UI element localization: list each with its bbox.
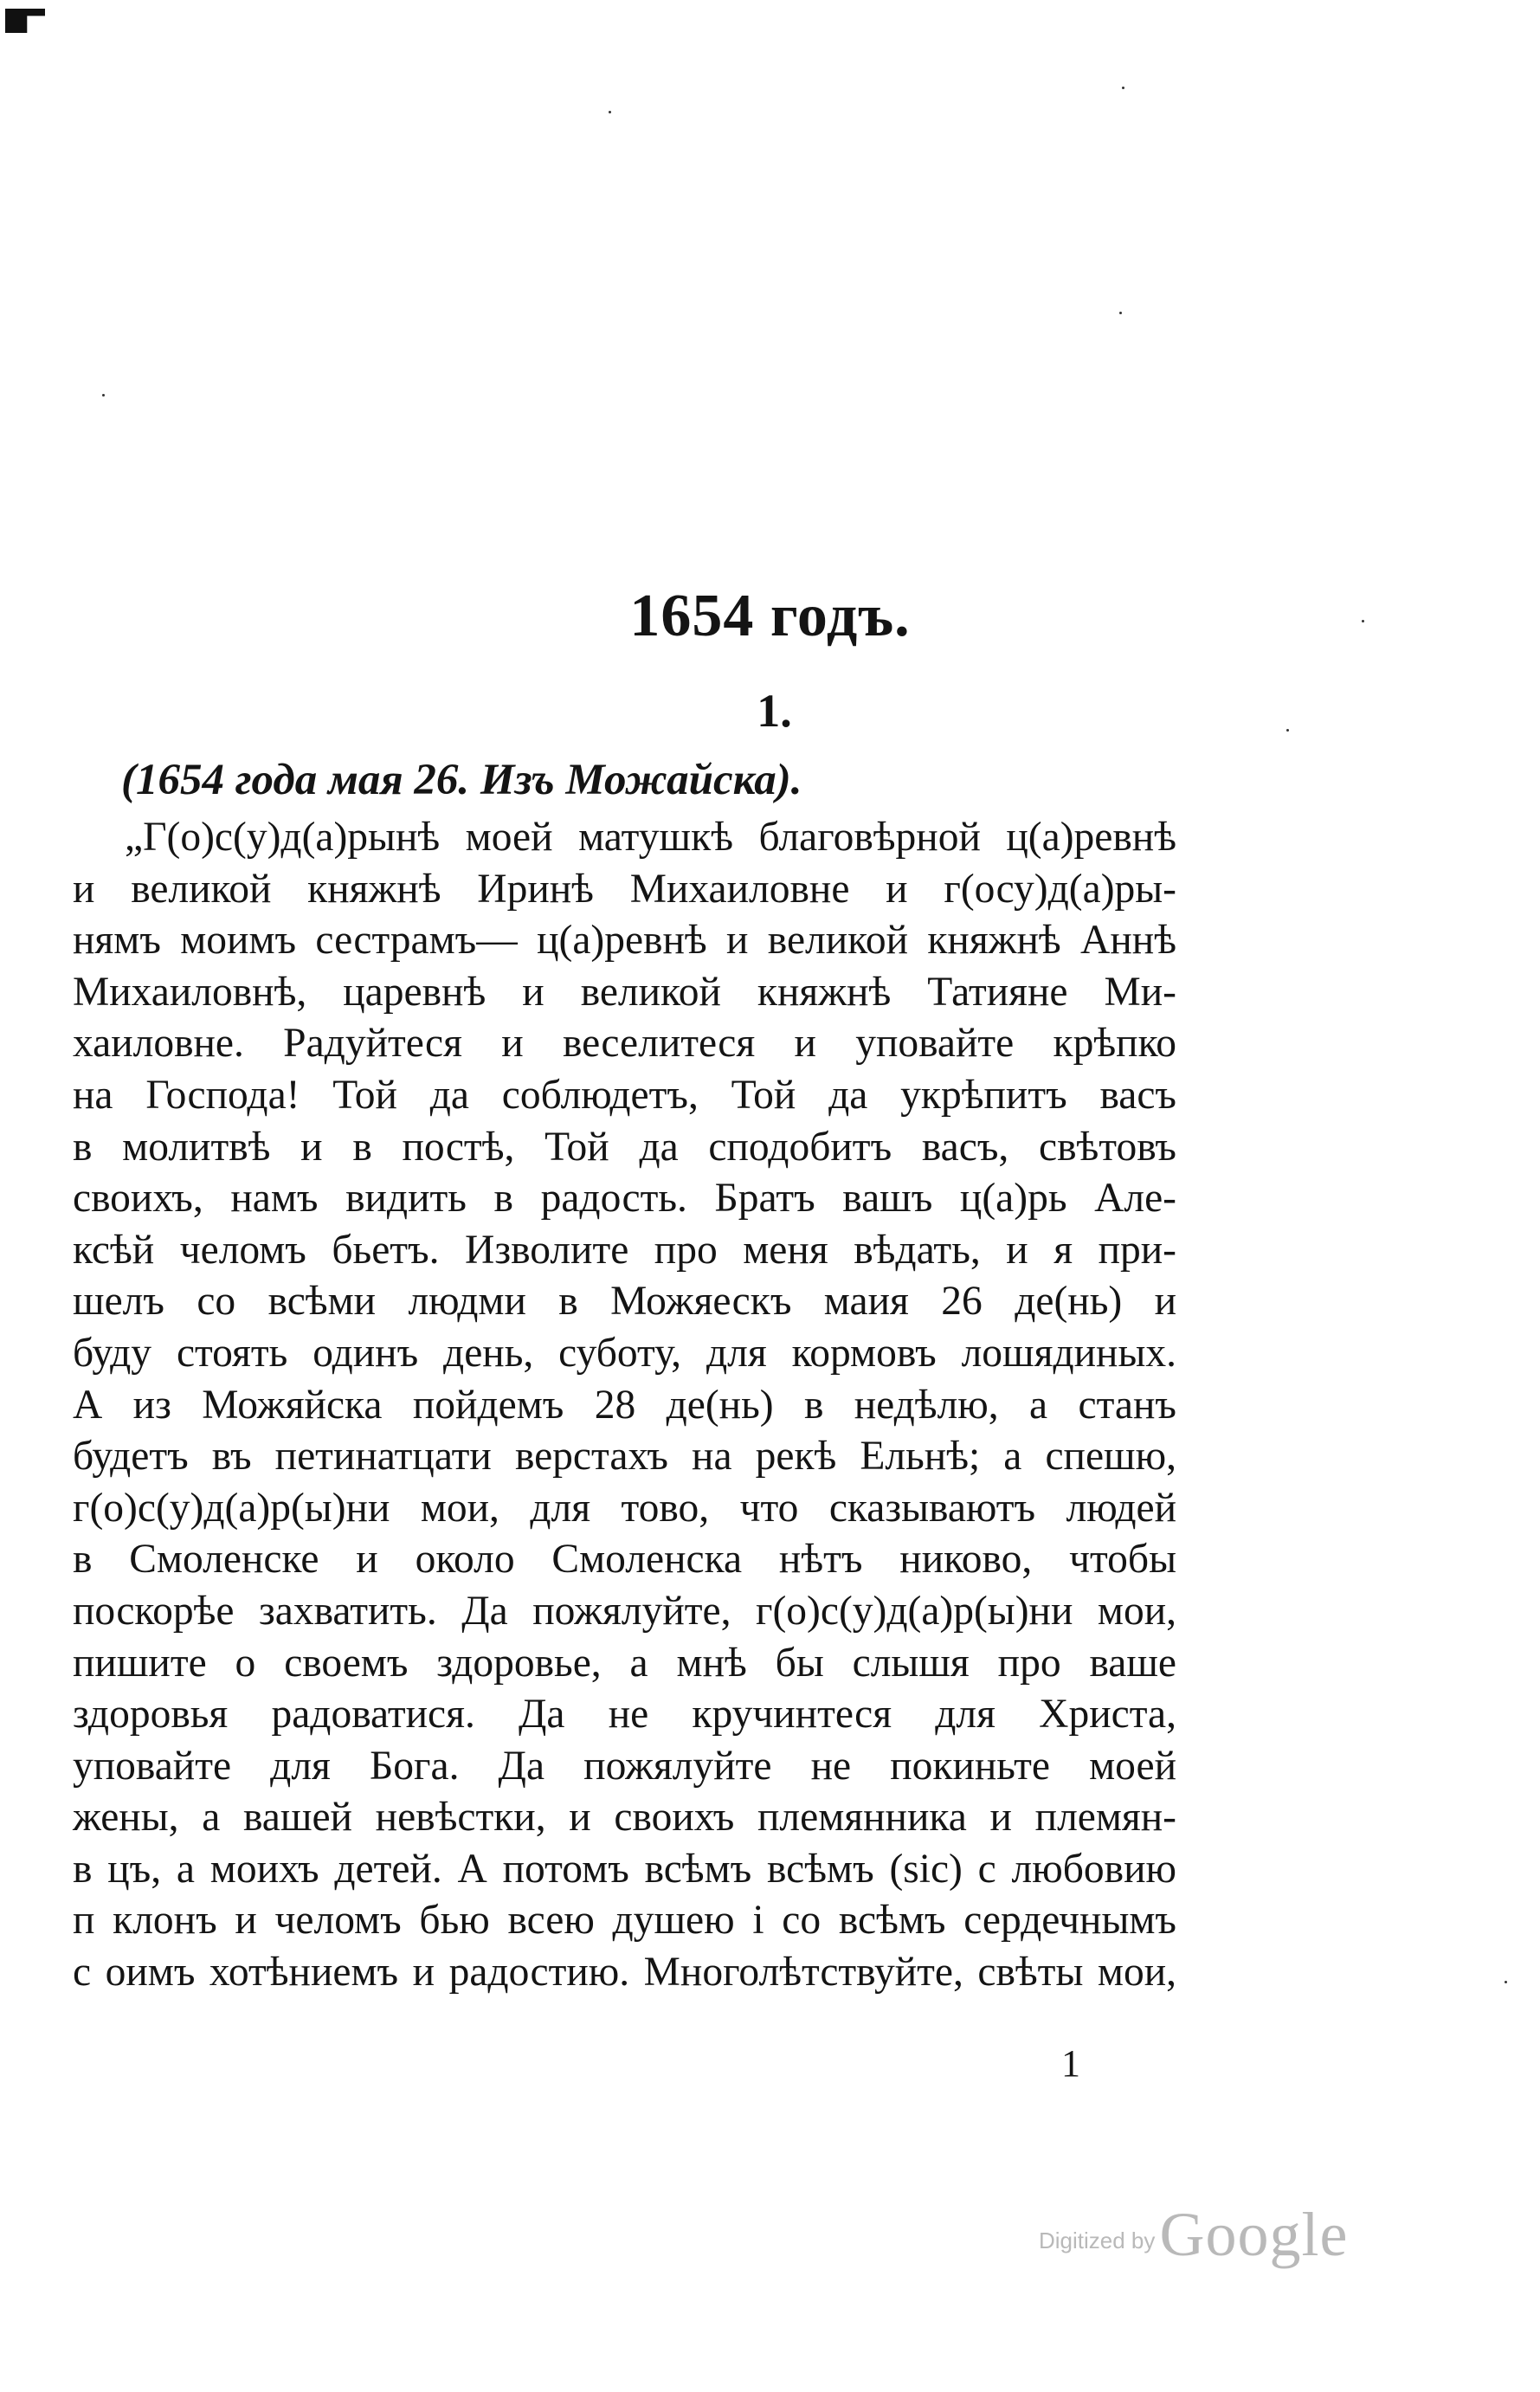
body-line: в Смоленске и около Смоленска нѣтъ никово, чтобы	[73, 1537, 1176, 1583]
body-line: с оимъ хотѣниемъ и радостию. Многолѣтствуйте, свѣты мои,	[73, 1950, 1176, 1995]
google-logo: Google	[1159, 2200, 1349, 2269]
body-line: „Г(о)с(у)д(а)рынѣ моей матушкѣ благовѣрной ц(а)ревнѣ	[125, 815, 1176, 860]
scan-speck	[1505, 1981, 1507, 1983]
body-line: буду стоять одинъ день, суботу, для кормовъ лошядиных.	[73, 1330, 1176, 1376]
body-line: жены, а вашей невѣстки, и своихъ племянника и племян-	[73, 1795, 1176, 1841]
body-line: г(о)с(у)д(а)р(ы)ни мои, для тово, что сказываютъ людей	[73, 1485, 1176, 1531]
body-line: нямъ моимъ сестрамъ— ц(а)ревнѣ и великой княжнѣ Аннѣ	[73, 918, 1176, 964]
scan-speck	[1122, 87, 1124, 89]
body-line: пишите о своемъ здоровье, а мнѣ бы слышя про ваше	[73, 1640, 1176, 1686]
body-line: на Господа! Той да соблюдетъ, Той да укрѣпитъ васъ	[73, 1072, 1176, 1118]
body-line: п клонъ и челомъ бью всею душею і со всѣмъ сердечнымъ	[73, 1898, 1176, 1944]
scan-speck	[609, 111, 611, 113]
digitized-by-label: Digitized by	[1039, 2228, 1156, 2253]
letter-body	[73, 812, 1176, 1999]
body-line: А из Можяйска пойдемъ 28 де(нь) в недѣлю, а станъ	[73, 1382, 1176, 1428]
scan-speck	[1119, 312, 1122, 314]
digitized-watermark	[1039, 2199, 1348, 2271]
page-number: 1	[1061, 2042, 1080, 2085]
corner-scan-mark	[5, 9, 45, 33]
body-line: в молитвѣ и в постѣ, Той да сподобитъ васъ, свѣтовъ	[73, 1124, 1176, 1170]
body-line: будетъ въ петинатцати верстахъ на рекѣ Ельнѣ; а спешю,	[73, 1434, 1176, 1480]
body-line: ксѣй челомъ бьетъ. Изволите про меня вѣдать, и я при-	[73, 1227, 1176, 1273]
year-heading: 1654 годъ.	[629, 583, 911, 649]
body-line: в цъ, а моихъ детей. А потомъ всѣмъ всѣмъ (sic) с любовию	[73, 1846, 1176, 1892]
body-line: здоровья радоватися. Да не кручинтеся для Христа,	[73, 1692, 1176, 1738]
body-line: Михаиловнѣ, царевнѣ и великой княжнѣ Татияне Ми-	[73, 969, 1176, 1015]
date-line: (1654 года мая 26. Изъ Можайска).	[121, 756, 802, 804]
body-line: шелъ со всѣми людми в Можяескъ маия 26 де(нь) и	[73, 1279, 1176, 1325]
body-line: своихъ, намъ видить в радость. Братъ вашъ ц(а)рь Але-	[73, 1176, 1176, 1222]
body-line: хаиловне. Радуйтеся и веселитеся и уповайте крѣпко	[73, 1021, 1176, 1067]
body-line: уповайте для Бога. Да пожялуйте не покиньте моей	[73, 1743, 1176, 1789]
document-number: 1.	[757, 685, 792, 737]
scan-speck	[102, 394, 105, 397]
body-line: поскорѣе захватить. Да пожялуйте, г(о)с(у)д(а)р(ы)ни мои,	[73, 1588, 1176, 1634]
body-line: и великой княжнѣ Иринѣ Михаиловне и г(осу)д(а)ры-	[73, 866, 1176, 912]
